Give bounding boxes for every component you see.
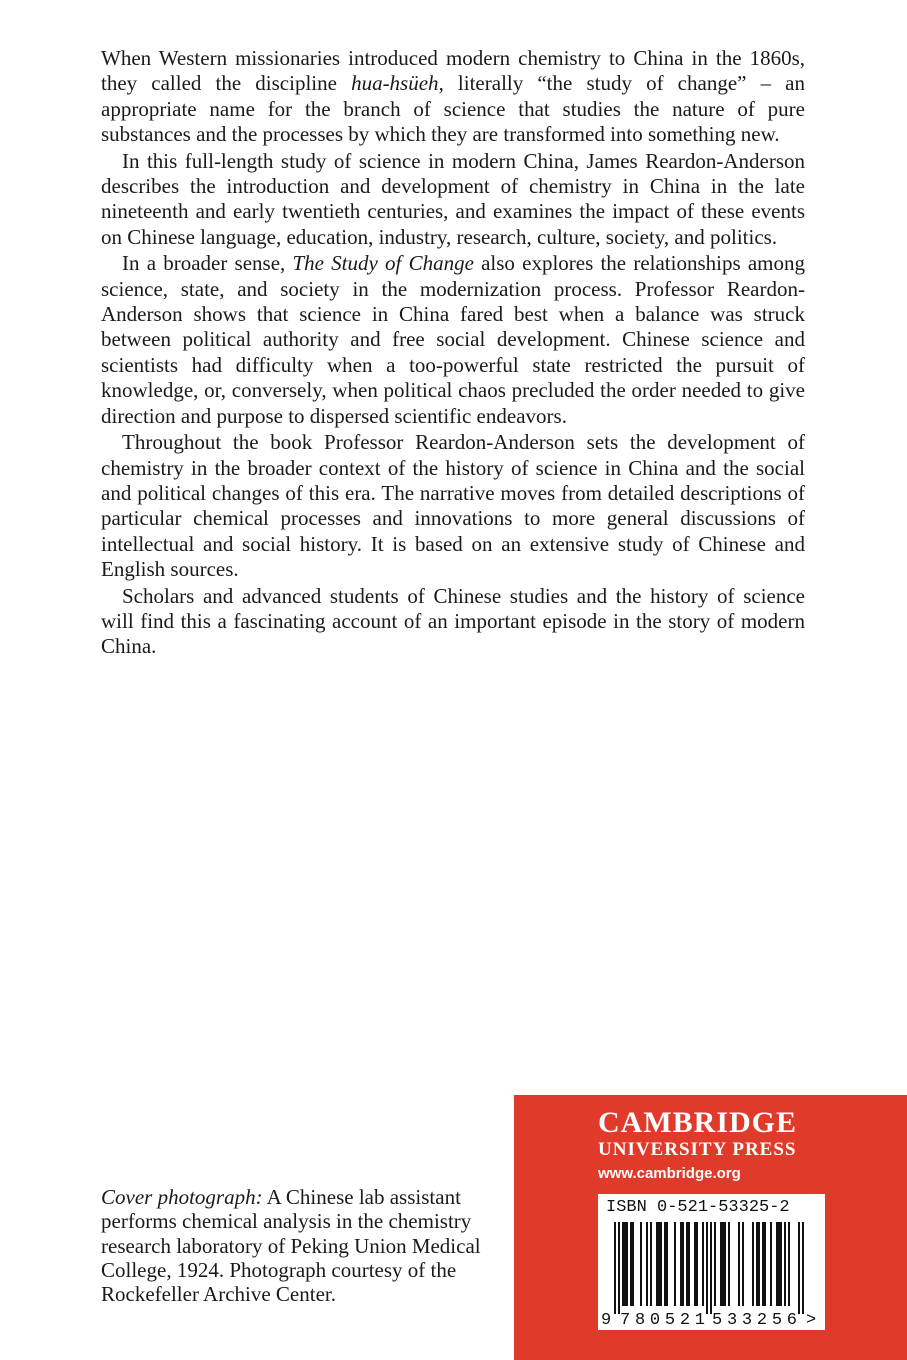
barcode-bar [640, 1222, 642, 1306]
barcode-bar [630, 1222, 632, 1306]
barcode-bar [784, 1222, 786, 1306]
barcode-bar [664, 1222, 666, 1306]
blurb-p3-text-b: also explores the relationships among science, state, and society in the modernization process. Professor Reardon-Anderson shows that science in China fared best when a balance was struck between political authority and free social development. Chinese science and scientists had difficulty when a too-powerful state restricted the pursuit of knowledge, or, conversely, when political chaos precluded the order needed to give direction and purpose to dispersed scientific endeavors. [101, 251, 805, 428]
barcode-bar [720, 1222, 722, 1306]
barcode-bar [722, 1222, 724, 1306]
barcode-bar [706, 1222, 708, 1314]
blurb-p3-text-a: In a broader sense, [122, 251, 293, 276]
barcode-card [598, 1194, 825, 1330]
barcode-bar [788, 1222, 790, 1306]
barcode-bar [756, 1222, 758, 1306]
publisher-url: www.cambridge.org [598, 1165, 741, 1182]
barcode-bar [752, 1222, 754, 1306]
barcode-bar [674, 1222, 676, 1306]
barcode-bar [682, 1222, 684, 1306]
barcode-bar [728, 1222, 730, 1306]
blurb-paragraph-2: In this full-length study of science in modern China, James Reardon-Anderson describes the introduction and development of chemistry in China in the late nineteenth and early twentieth centuries, and examines the impact of these events on Chinese language, education, industry, research, culture, society, and politics. [101, 148, 805, 249]
blurb-paragraph-1 [101, 46, 805, 148]
barcode-bar [696, 1222, 698, 1306]
barcode-bar [650, 1222, 652, 1306]
barcode-right-digits: 533256 [712, 1311, 797, 1330]
barcode-bar [738, 1222, 740, 1306]
barcode-bar [802, 1222, 804, 1314]
barcode-bar [658, 1222, 660, 1306]
barcode-quiet-mark: > [806, 1311, 817, 1330]
barcode-bar [646, 1222, 648, 1306]
barcode-bar [614, 1222, 616, 1314]
barcode-bar [686, 1222, 688, 1306]
cover-photo-caption [101, 1185, 491, 1306]
barcode-bar [666, 1222, 668, 1306]
barcode-bar [624, 1222, 626, 1306]
barcode-bar [776, 1222, 778, 1306]
blurb-p1-term: hua-hsüeh [351, 71, 439, 96]
barcode-bar [660, 1222, 662, 1306]
barcode-bar [778, 1222, 780, 1306]
blurb-p3-book-title: The Study of Change [292, 251, 474, 276]
blurb-paragraph-4: Throughout the book Professor Reardon-Anderson sets the development of chemistry in the broader context of the history of science in China and the social and political changes of this era. The narrative moves from detailed descriptions of particular chemical processes and innovations to more general discussions of intellectual and social history. It is based on an extensive study of Chinese and English sources. [101, 430, 805, 582]
blurb-p1-text-a: When Western missionaries introduced modern chemistry to China in the 1860s, they called the discipline [101, 46, 805, 96]
barcode-bar [618, 1222, 620, 1314]
barcode-bar [724, 1222, 726, 1306]
blurb-text [101, 46, 805, 661]
barcode-bar [622, 1222, 624, 1306]
barcode-bar [702, 1222, 704, 1306]
barcode-bar [758, 1222, 760, 1306]
barcode-bar [656, 1222, 658, 1306]
publisher-panel [514, 1095, 907, 1360]
barcode-bar [742, 1222, 744, 1306]
barcode-lead-digit: 9 [601, 1311, 612, 1330]
barcode-bar [764, 1222, 766, 1306]
barcode-bar [632, 1222, 634, 1306]
caption-paragraph [101, 1185, 491, 1306]
isbn-label: ISBN 0-521-53325-2 [606, 1198, 790, 1217]
caption-label: Cover photograph: [101, 1185, 263, 1209]
barcode-bar [710, 1222, 712, 1314]
barcode-left-digits: 780521 [620, 1311, 705, 1330]
caption-text: A Chinese lab assistant performs chemical analysis in the chemistry research laboratory of Peking Union Medical College, 1924. Photograph courtesy of the Rockefeller Archive Center. [101, 1185, 481, 1307]
barcode-bar [688, 1222, 690, 1306]
blurb-paragraph-3 [101, 251, 805, 429]
blurb-paragraph-5: Scholars and advanced students of Chinese studies and the history of science will find this a fascinating account of an important episode in the story of modern China. [101, 583, 805, 659]
barcode-bar [780, 1222, 782, 1306]
blurb-p1-text-b: , literally “the study of change” – an appropriate name for the branch of science that studies the nature of pure substances and the processes by which they are transformed into something new. [101, 71, 806, 147]
publisher-name: CAMBRIDGE [598, 1106, 798, 1139]
barcode-bar [714, 1222, 716, 1306]
barcode-bar [770, 1222, 772, 1306]
publisher-subname: UNIVERSITY PRESS [598, 1139, 797, 1160]
barcode-bar [680, 1222, 682, 1306]
barcode-bar [694, 1222, 696, 1306]
barcode-bar [626, 1222, 628, 1306]
barcode-bar [798, 1222, 800, 1314]
barcode-bar [762, 1222, 764, 1306]
